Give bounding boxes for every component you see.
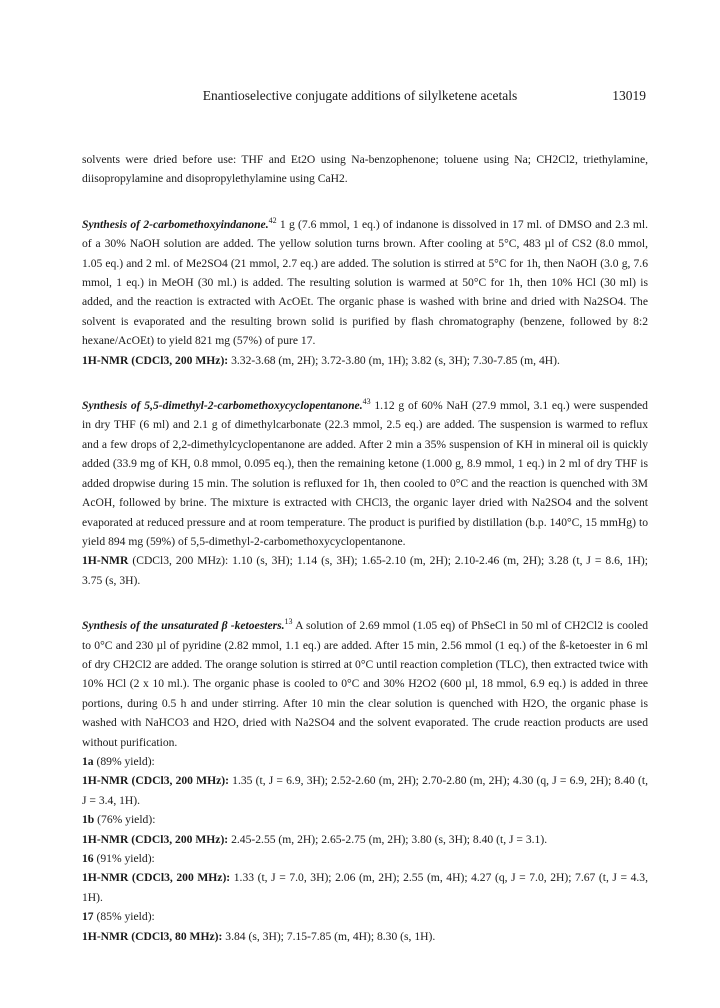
nmr-label: 1H-NMR (82, 554, 129, 568)
nmr-label: 1H-NMR (CDCl3, 200 MHz): (82, 774, 229, 788)
compound-yield-value: (76% yield): (97, 813, 156, 827)
intro-paragraph: solvents were dried before use: THF and Et2O using Na-benzophenone; toluene using Na; CH2Cl2, triethylamine, diisopropylamine and disopropylethylamine using CaH2. (82, 153, 648, 186)
section-2-carbomethoxyindanone (82, 215, 648, 351)
compound-label: 17 (82, 910, 94, 924)
reference-number: 42 (268, 215, 277, 225)
compound-yield (82, 849, 648, 868)
page-number: 13019 (612, 88, 646, 103)
section-heading: Synthesis of the unsaturated β -ketoesters. (82, 619, 285, 633)
nmr-label: 1H-NMR (CDCl3, 200 MHz): (82, 871, 231, 885)
compound-label: 1a (82, 754, 94, 768)
compound-yield (82, 810, 648, 829)
compound-yield-value: (85% yield): (96, 910, 155, 924)
nmr-line (82, 830, 648, 849)
section-dimethyl-carbomethoxycyclopentanone (82, 396, 648, 551)
nmr-data: 1.33 (t, J = 7.0, 3H); 2.06 (m, 2H); 2.55 (m, 4H); 4.27 (q, J = 7.0, 2H); 7.67 (t, J = 4.3, 1H). (82, 871, 648, 904)
nmr-data: 2.45-2.55 (m, 2H); 2.65-2.75 (m, 2H); 3.80 (s, 3H); 8.40 (t, J = 3.1). (231, 832, 548, 846)
compound-yield-value: (91% yield): (96, 852, 155, 865)
compound-yield (82, 907, 648, 926)
section-body: 1 g (7.6 mmol, 1 eq.) of indanone is dissolved in 17 ml. of DMSO and 2.3 ml. of a 30% NaOH solution are added. The yellow solution turns brown. After cooling at 5°C, 483 µl of CS2 (8.0 mmol, 1.05 eq.) and 2 ml. of Me2SO4 (21 mmol, 2.7 eq.) are added. The solution is stirred at 5°C for 1h, then NaOH (3.0 g, 7.6 mmol, 1 eq.) in MeOH (30 ml.) is added. The resulting solution is warmed at 50°C for 1h, then 10% HCl (30 ml) is added, and the reaction is extracted with AcOEt. The organic phase is washed with brine and dried with Na2SO4. The solvent is evaporated and the resulting brown solid is purified by flash chromatography (benzene, followed by 8:2 hexane/AcOEt) to yield 821 mg (57%) of pure 17. (82, 217, 648, 348)
section-body: 1.12 g of 60% NaH (27.9 mmol, 3.1 eq.) were suspended in dry THF (6 ml) and 2.1 g of dimethylcarbonate (22.3 mmol, 2.5 eq.) are added. The suspension is warmed to reflux and a few drops of 2,2-dimethylcyclopentanone are added. After 2 min a 35% suspension of KH in mineral oil is quickly added (33.9 mg of KH, 0.8 mmol, 0.095 eq.), then the remaining ketone (1.000 g, 8.9 mmol, 1 eq.) in 2 ml of dry THF is added dropwise during 15 min. The solution is refluxed for 1h, then cooled to 0°C and the reaction is quenched with 3M AcOH, followed by brine. The mixture is extracted with CHCl3, the organic layer dried with Na2SO4 and the solvent evaporated at reduced pressure and at room temperature. The product is purified by distillation (b.p. 140°C, 15 mmHg) to yield 894 mg (59%) of 5,5-dimethyl-2-carbomethoxycyclopentanone. (82, 399, 648, 548)
nmr-label: 1H-NMR (CDCl3, 80 MHz): (82, 929, 223, 943)
section-unsaturated-ketoesters (82, 616, 648, 752)
nmr-data: 3.84 (s, 3H); 7.15-7.85 (m, 4H); 8.30 (s, 1H). (225, 929, 436, 943)
section-heading: Synthesis of 5,5-dimethyl-2-carbomethoxycyclopentanone. (82, 399, 363, 413)
nmr-line (82, 868, 648, 907)
running-title: Enantioselective conjugate additions of silylketene acetals (202, 88, 518, 103)
nmr-label: 1H-NMR (CDCl3, 200 MHz): (82, 353, 229, 367)
nmr-label: 1H-NMR (CDCl3, 200 MHz): (82, 832, 229, 846)
article-body (82, 150, 648, 946)
compound-yield (82, 752, 648, 771)
page-header (0, 88, 720, 108)
nmr-data: 3.32-3.68 (m, 2H); 3.72-3.80 (m, 1H); 3.82 (s, 3H); 7.30-7.85 (m, 4H). (231, 353, 560, 367)
compound-label: 1b (82, 813, 95, 827)
section-body: A solution of 2.69 mmol (1.05 eq) of PhSeCl in 50 ml of CH2Cl2 is cooled to 0°C and 230 µl of pyridine (2.82 mmol, 1.1 eq.) are added. After 15 min, 2.56 mmol (1 eq.) of the ß-ketoester in 6 ml of dry CH2Cl2 are added. The orange solution is stirred at 0°C until reaction completion (TLC), then extracted twice with 10% HCl (2 x 10 ml.). The organic phase is cooled to 0°C and 30% H2O2 (600 µl, 18 mmol, 6.9 eq.) is added in three portions, during 0.5 h and under stirring. After 10 min the clear solution is quenched with H2O, the organic phase is washed with NaHCO3 and H2O, dried with Na2SO4 and the solvent evaporated. The crude reaction products are used without purification. (82, 619, 648, 749)
compound-label: 16 (82, 852, 94, 865)
section-heading: Synthesis of 2-carbomethoxyindanone. (82, 217, 269, 231)
nmr-line (82, 351, 648, 370)
reference-number: 13 (284, 617, 293, 627)
nmr-line (82, 551, 648, 590)
nmr-line (82, 771, 648, 810)
nmr-data: 1.35 (t, J = 6.9, 3H); 2.52-2.60 (m, 2H); 2.70-2.80 (m, 2H); 4.30 (q, J = 6.9, 2H); 8.40 (t, J = 3.4, 1H). (82, 774, 648, 807)
reference-number: 43 (362, 397, 371, 407)
nmr-line (82, 927, 648, 946)
nmr-data: (CDCl3, 200 MHz): 1.10 (s, 3H); 1.14 (s, 3H); 1.65-2.10 (m, 2H); 2.10-2.46 (m, 2H); 3.28 (t, J = 8.6, 1H); 3.75 (s, 3H). (82, 554, 648, 587)
compound-yield-value: (89% yield): (96, 754, 155, 768)
